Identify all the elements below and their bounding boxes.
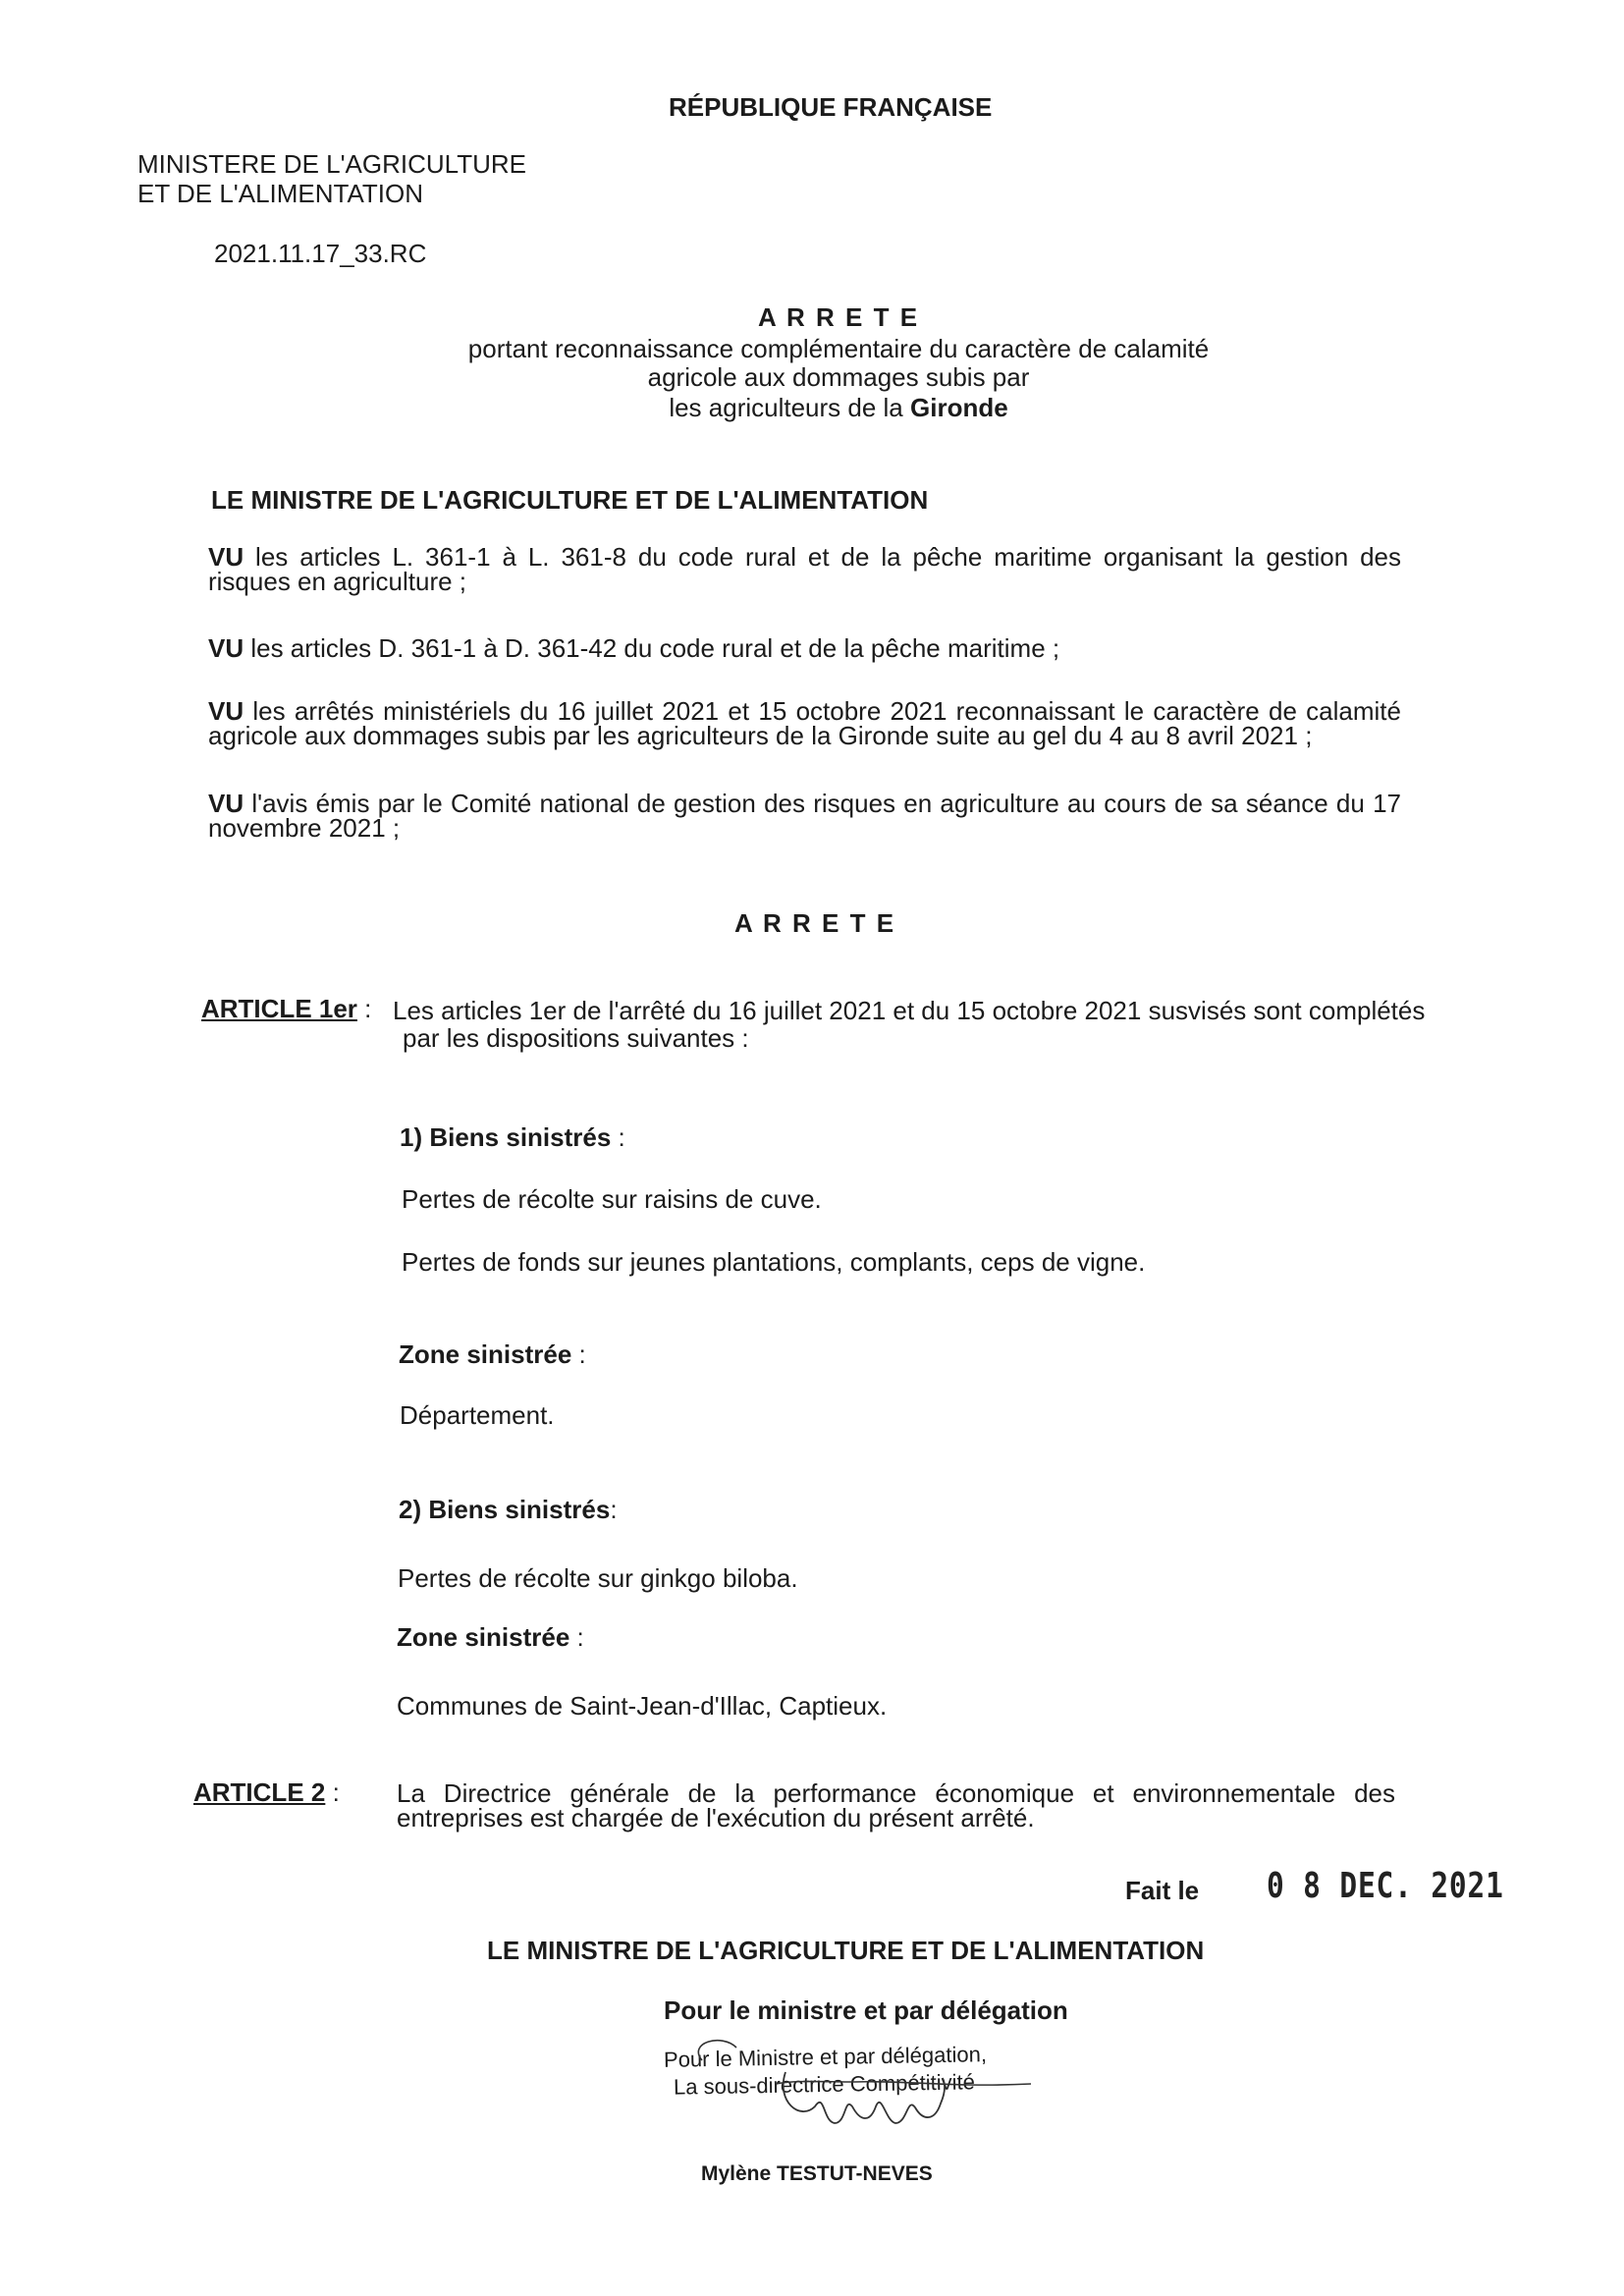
visa-2 [208, 633, 1401, 663]
title-subtitle-line3 [0, 393, 1624, 422]
title-subtitle-line2: agricole aux dommages subis par [647, 362, 1030, 392]
ministry-name-line2: ET DE L'ALIMENTATION [137, 179, 424, 208]
article-1-title: ARTICLE 1er [201, 994, 357, 1023]
section-1-colon: : [611, 1122, 625, 1152]
zone-1-value: Département. [400, 1400, 555, 1430]
document-title: A R R E T E [758, 302, 920, 332]
visa-label: VU [208, 696, 244, 726]
fait-le-label: Fait le [1125, 1876, 1200, 1905]
title-line3-text: les agriculteurs de la [669, 393, 910, 422]
visa-text: les articles L. 361-1 à L. 361-8 du code rural et de la pêche maritime organisant la gestion des risques en agriculture ; [208, 542, 1401, 596]
arrete-heading: A R R E T E [734, 908, 896, 938]
article-2-colon: : [325, 1777, 340, 1807]
visa-4 [208, 789, 1401, 843]
zone-2-colon: : [569, 1622, 584, 1652]
visa-3 [208, 696, 1401, 750]
section-1-item-2: Pertes de fonds sur jeunes plantations, complants, ceps de vigne. [402, 1247, 1146, 1277]
article-2-text: La Directrice générale de la performance économique et environnementale des entreprises est chargée de l'exécution du présent arrêté. [397, 1778, 1395, 1832]
visa-text: les arrêtés ministériels du 16 juillet 2021 et 15 octobre 2021 reconnaissant le caractère de calamité agricole aux dommages subis par les agriculteurs de la Gironde suite au gel du 4 au 8 avril 2021 ; [208, 696, 1401, 750]
section-2-colon: : [610, 1495, 618, 1524]
delegation-line: Pour le ministre et par délégation [664, 1995, 1068, 2025]
section-1-title: 1) Biens sinistrés [400, 1122, 612, 1152]
section-1-item-1: Pertes de récolte sur raisins de cuve. [402, 1184, 822, 1214]
signature-minister-heading: LE MINISTRE DE L'AGRICULTURE ET DE L'ALIMENTATION [487, 1936, 1205, 1965]
section-2-item-1: Pertes de récolte sur ginkgo biloba. [398, 1563, 798, 1593]
article-1-text-line2: par les dispositions suivantes : [403, 1023, 749, 1053]
visa-label: VU [208, 542, 244, 572]
article-2-label [193, 1777, 340, 1807]
section-2-title: 2) Biens sinistrés [399, 1495, 611, 1524]
reference-number: 2021.11.17_33.RC [214, 239, 427, 268]
stamp-line-2: La sous-directrice Compétitivité [673, 2069, 976, 2100]
stamp-line-1: Pour le Ministre et par délégation, [663, 2042, 988, 2072]
section-1-heading [400, 1122, 625, 1152]
visa-label: VU [208, 789, 244, 818]
signature-stamp-block [628, 2013, 1070, 2141]
article-1-colon: : [356, 994, 372, 1023]
zone-1-title: Zone sinistrée [399, 1339, 572, 1369]
visa-1 [208, 542, 1401, 596]
visa-label: VU [208, 633, 244, 663]
title-subtitle-line1: portant reconnaissance complémentaire du caractère de calamité [467, 334, 1210, 363]
article-1-text-line1: Les articles 1er de l'arrêté du 16 juillet 2021 et du 15 octobre 2021 susvisés sont complétés [393, 996, 1426, 1025]
signatory-name: Mylène TESTUT-NEVES [701, 2162, 933, 2185]
article-1-label [201, 994, 371, 1023]
zone-1-heading [399, 1339, 586, 1369]
zone-2-value: Communes de Saint-Jean-d'Illac, Captieux. [397, 1691, 888, 1721]
republic-heading: RÉPUBLIQUE FRANÇAISE [669, 92, 993, 122]
article-2-title: ARTICLE 2 [193, 1777, 326, 1807]
zone-2-heading [397, 1622, 584, 1652]
zone-1-colon: : [571, 1339, 586, 1369]
visa-text: l'avis émis par le Comité national de gestion des risques en agriculture au cours de sa séance du 17 novembre 2021 ; [208, 789, 1401, 843]
zone-2-title: Zone sinistrée [397, 1622, 570, 1652]
visa-text: les articles D. 361-1 à D. 361-42 du code rural et de la pêche maritime ; [244, 633, 1060, 663]
date-stamp: 0 8 DEC. 2021 [1267, 1866, 1504, 1906]
minister-heading: LE MINISTRE DE L'AGRICULTURE ET DE L'ALIMENTATION [211, 485, 929, 515]
ministry-name-line1: MINISTERE DE L'AGRICULTURE [137, 149, 526, 179]
department-name: Gironde [910, 393, 1008, 422]
section-2-heading [399, 1495, 618, 1524]
handwritten-signature-icon [628, 2013, 1070, 2141]
